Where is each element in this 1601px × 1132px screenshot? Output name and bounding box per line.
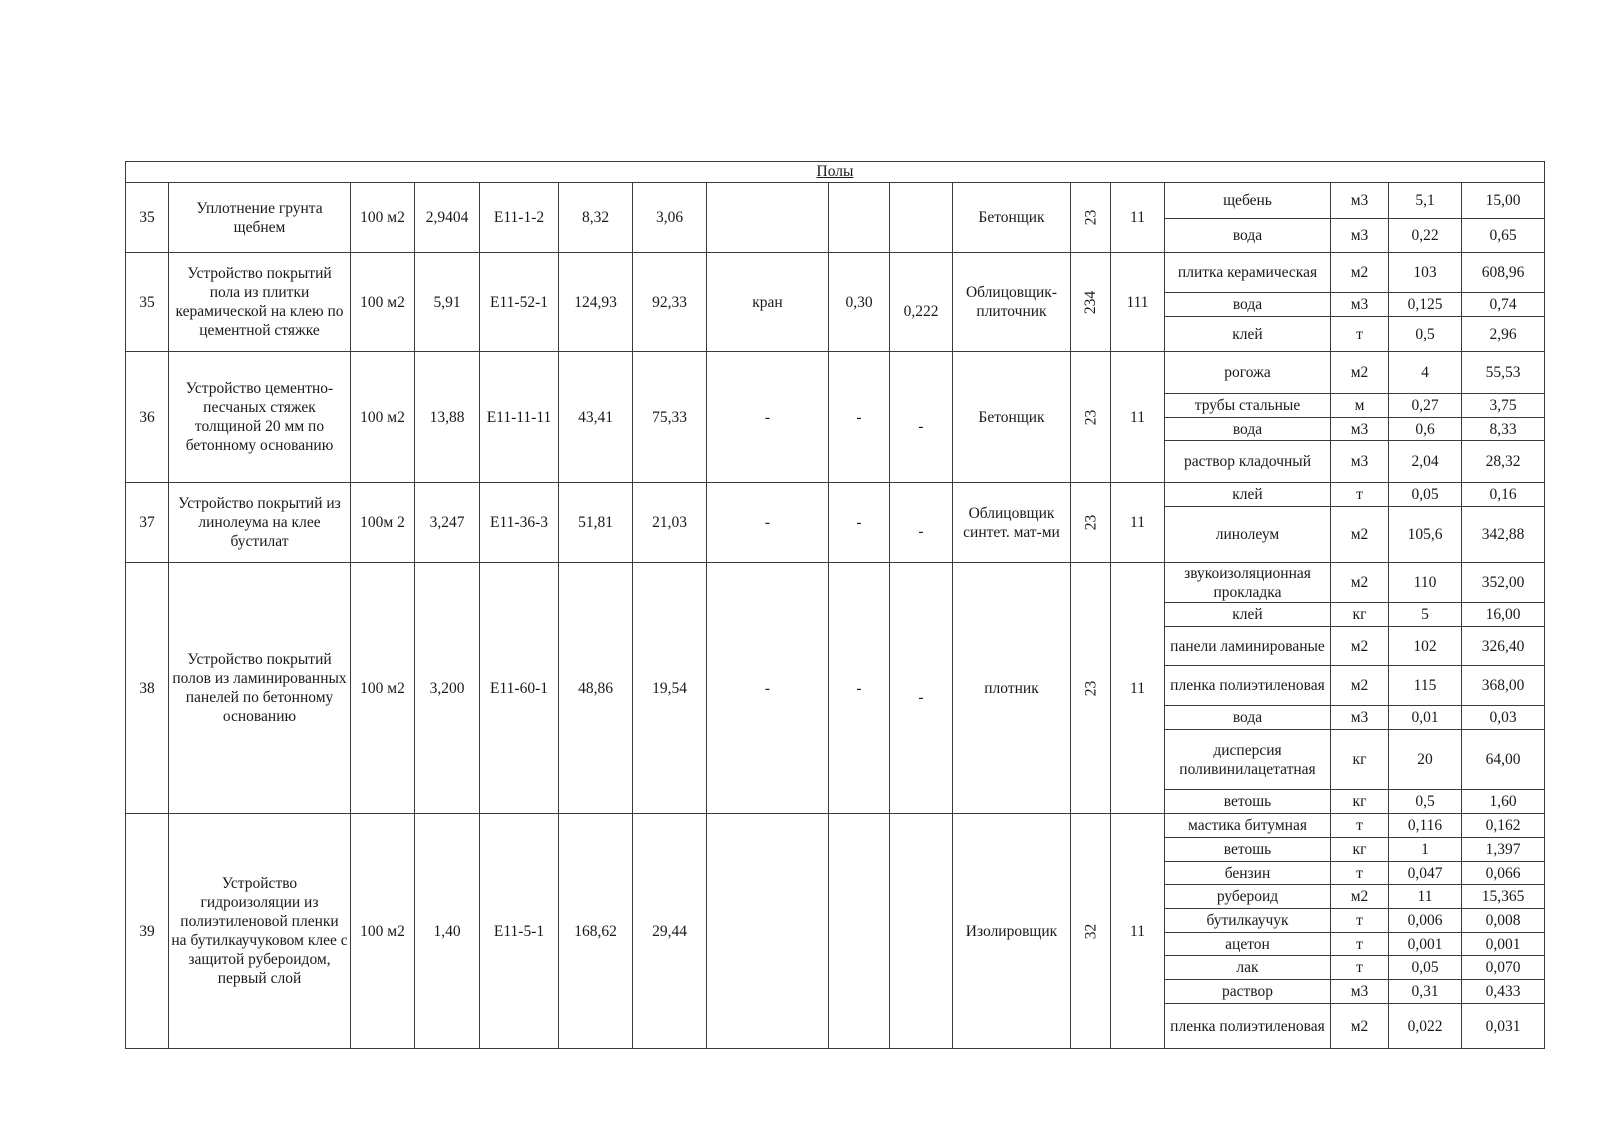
material-total: 0,65 <box>1462 219 1545 253</box>
material-name: рубероид <box>1165 885 1331 909</box>
material-norm: 5,1 <box>1389 183 1462 219</box>
material-name: бензин <box>1165 862 1331 885</box>
material-norm: 0,6 <box>1389 418 1462 441</box>
material-total: 8,33 <box>1462 418 1545 441</box>
worker-count: 11 <box>1111 814 1165 1049</box>
material-name: мастика битумная <box>1165 814 1331 838</box>
material-total: 0,433 <box>1462 980 1545 1004</box>
work-name: Устройство покрытий полов из ламинированных панелей по бетонному основанию <box>169 563 351 814</box>
row-number: 35 <box>126 183 169 253</box>
material-norm: 0,5 <box>1389 790 1462 814</box>
worker-grade-text: 32 <box>1082 923 1099 939</box>
material-norm: 0,001 <box>1389 933 1462 956</box>
material-unit: м3 <box>1331 219 1389 253</box>
material-total: 326,40 <box>1462 627 1545 666</box>
machine-cost: 29,44 <box>633 814 707 1049</box>
machine-total <box>890 183 953 253</box>
worker-grade <box>1071 183 1111 253</box>
material-norm: 0,116 <box>1389 814 1462 838</box>
material-unit: м2 <box>1331 563 1389 603</box>
material-norm: 0,31 <box>1389 980 1462 1004</box>
material-unit: кг <box>1331 603 1389 627</box>
material-norm: 0,22 <box>1389 219 1462 253</box>
table-row <box>126 352 1545 394</box>
machine-hours: 0,30 <box>829 253 890 352</box>
material-norm: 0,5 <box>1389 317 1462 352</box>
norm-code: Е11-60-1 <box>480 563 559 814</box>
material-name: дисперсия поливинилацетатная <box>1165 730 1331 790</box>
material-total: 1,397 <box>1462 838 1545 862</box>
work-quantity: 5,91 <box>415 253 480 352</box>
material-norm: 20 <box>1389 730 1462 790</box>
worker-grade-text: 234 <box>1082 290 1099 314</box>
material-name: бутилкаучук <box>1165 909 1331 933</box>
material-norm: 0,27 <box>1389 394 1462 418</box>
labor-cost: 51,81 <box>559 483 633 563</box>
machine-name: - <box>707 352 829 483</box>
work-quantity: 2,9404 <box>415 183 480 253</box>
material-norm: 2,04 <box>1389 441 1462 483</box>
worker-count: 11 <box>1111 483 1165 563</box>
material-unit: м <box>1331 394 1389 418</box>
worker-count: 11 <box>1111 352 1165 483</box>
machine-total: - <box>890 483 953 563</box>
worker-grade <box>1071 483 1111 563</box>
material-unit: т <box>1331 956 1389 980</box>
material-norm: 0,01 <box>1389 706 1462 730</box>
worker-grade-text: 23 <box>1082 209 1099 226</box>
material-name: ацетон <box>1165 933 1331 956</box>
material-name: плитка керамическая <box>1165 253 1331 293</box>
material-norm: 115 <box>1389 666 1462 706</box>
material-total: 342,88 <box>1462 507 1545 563</box>
work-name: Уплотнение грунта щебнем <box>169 183 351 253</box>
material-norm: 11 <box>1389 885 1462 909</box>
material-name: ветошь <box>1165 838 1331 862</box>
material-unit: м2 <box>1331 507 1389 563</box>
material-name: вода <box>1165 706 1331 730</box>
work-unit: 100 м2 <box>351 352 415 483</box>
machine-total: - <box>890 352 953 483</box>
worker-profession: Облицовщик-плиточник <box>953 253 1071 352</box>
material-unit: м2 <box>1331 352 1389 394</box>
material-name: клей <box>1165 317 1331 352</box>
worker-count: 111 <box>1111 253 1165 352</box>
material-name: звукоизоляционная прокладка <box>1165 563 1331 603</box>
material-norm: 105,6 <box>1389 507 1462 563</box>
material-unit: т <box>1331 317 1389 352</box>
machine-hours: - <box>829 483 890 563</box>
machine-cost: 21,03 <box>633 483 707 563</box>
norm-code: Е11-11-11 <box>480 352 559 483</box>
floors-table <box>125 161 1545 1049</box>
material-total: 0,031 <box>1462 1004 1545 1049</box>
worker-grade-text: 23 <box>1082 680 1099 696</box>
material-unit: кг <box>1331 838 1389 862</box>
machine-cost: 3,06 <box>633 183 707 253</box>
table-row <box>126 183 1545 219</box>
worker-grade-text: 23 <box>1082 514 1099 531</box>
material-total: 0,066 <box>1462 862 1545 885</box>
material-name: вода <box>1165 293 1331 317</box>
row-number: 36 <box>126 352 169 483</box>
material-unit: м3 <box>1331 418 1389 441</box>
worker-profession: Бетонщик <box>953 352 1071 483</box>
material-name: вода <box>1165 219 1331 253</box>
section-title: Полы <box>126 162 1545 183</box>
worker-grade <box>1071 814 1111 1049</box>
material-norm: 102 <box>1389 627 1462 666</box>
material-total: 3,75 <box>1462 394 1545 418</box>
material-unit: м3 <box>1331 183 1389 219</box>
material-total: 0,162 <box>1462 814 1545 838</box>
material-name: трубы стальные <box>1165 394 1331 418</box>
work-unit: 100 м2 <box>351 253 415 352</box>
work-unit: 100 м2 <box>351 563 415 814</box>
material-norm: 1 <box>1389 838 1462 862</box>
work-unit: 100м 2 <box>351 483 415 563</box>
machine-hours <box>829 814 890 1049</box>
material-unit: м2 <box>1331 666 1389 706</box>
material-total: 2,96 <box>1462 317 1545 352</box>
work-name: Устройство покрытий пола из плитки керамической на клею по цементной стяжке <box>169 253 351 352</box>
material-unit: м3 <box>1331 706 1389 730</box>
material-total: 15,00 <box>1462 183 1545 219</box>
machine-cost: 75,33 <box>633 352 707 483</box>
material-total: 0,03 <box>1462 706 1545 730</box>
machine-cost: 92,33 <box>633 253 707 352</box>
material-name: панели ламинированые <box>1165 627 1331 666</box>
worker-count: 11 <box>1111 563 1165 814</box>
material-norm: 0,05 <box>1389 483 1462 507</box>
table-row <box>126 253 1545 293</box>
worker-profession: плотник <box>953 563 1071 814</box>
material-unit: т <box>1331 909 1389 933</box>
material-total: 55,53 <box>1462 352 1545 394</box>
labor-cost: 168,62 <box>559 814 633 1049</box>
material-total: 64,00 <box>1462 730 1545 790</box>
work-quantity: 3,247 <box>415 483 480 563</box>
material-norm: 103 <box>1389 253 1462 293</box>
material-name: рогожа <box>1165 352 1331 394</box>
material-total: 0,008 <box>1462 909 1545 933</box>
table-row <box>126 814 1545 838</box>
machine-cost: 19,54 <box>633 563 707 814</box>
norm-code: Е11-5-1 <box>480 814 559 1049</box>
material-unit: м3 <box>1331 293 1389 317</box>
row-number: 38 <box>126 563 169 814</box>
material-total: 608,96 <box>1462 253 1545 293</box>
material-unit: т <box>1331 933 1389 956</box>
machine-name: - <box>707 483 829 563</box>
worker-grade <box>1071 352 1111 483</box>
work-quantity: 3,200 <box>415 563 480 814</box>
machine-name <box>707 183 829 253</box>
work-quantity: 13,88 <box>415 352 480 483</box>
row-number: 35 <box>126 253 169 352</box>
work-quantity: 1,40 <box>415 814 480 1049</box>
material-unit: т <box>1331 862 1389 885</box>
material-name: вода <box>1165 418 1331 441</box>
material-norm: 5 <box>1389 603 1462 627</box>
material-total: 16,00 <box>1462 603 1545 627</box>
material-name: пленка полиэтиленовая <box>1165 666 1331 706</box>
material-unit: м2 <box>1331 1004 1389 1049</box>
worker-profession: Бетонщик <box>953 183 1071 253</box>
material-total: 0,74 <box>1462 293 1545 317</box>
material-name: щебень <box>1165 183 1331 219</box>
machine-name: - <box>707 563 829 814</box>
material-name: пленка полиэтиленовая <box>1165 1004 1331 1049</box>
material-unit: м3 <box>1331 980 1389 1004</box>
material-unit: т <box>1331 814 1389 838</box>
material-total: 0,070 <box>1462 956 1545 980</box>
material-unit: м3 <box>1331 441 1389 483</box>
machine-hours <box>829 183 890 253</box>
norm-code: Е11-1-2 <box>480 183 559 253</box>
work-unit: 100 м2 <box>351 814 415 1049</box>
machine-hours: - <box>829 352 890 483</box>
labor-cost: 8,32 <box>559 183 633 253</box>
work-unit: 100 м2 <box>351 183 415 253</box>
norm-code: Е11-52-1 <box>480 253 559 352</box>
material-total: 15,365 <box>1462 885 1545 909</box>
machine-total: - <box>890 563 953 814</box>
material-norm: 0,022 <box>1389 1004 1462 1049</box>
material-norm: 0,006 <box>1389 909 1462 933</box>
material-unit: м2 <box>1331 253 1389 293</box>
material-unit: кг <box>1331 790 1389 814</box>
labor-cost: 124,93 <box>559 253 633 352</box>
material-unit: м2 <box>1331 627 1389 666</box>
material-name: раствор кладочный <box>1165 441 1331 483</box>
material-norm: 0,05 <box>1389 956 1462 980</box>
row-number: 39 <box>126 814 169 1049</box>
material-unit: т <box>1331 483 1389 507</box>
machine-name: кран <box>707 253 829 352</box>
machine-hours: - <box>829 563 890 814</box>
work-name: Устройство гидроизоляции из полиэтиленовой пленки на бутилкаучуковом клее с защитой рубероидом, первый слой <box>169 814 351 1049</box>
norm-code: Е11-36-3 <box>480 483 559 563</box>
material-unit: м2 <box>1331 885 1389 909</box>
material-norm: 0,125 <box>1389 293 1462 317</box>
machine-total: 0,222 <box>890 253 953 352</box>
labor-cost: 48,86 <box>559 563 633 814</box>
row-number: 37 <box>126 483 169 563</box>
material-total: 368,00 <box>1462 666 1545 706</box>
table-row <box>126 563 1545 603</box>
material-total: 28,32 <box>1462 441 1545 483</box>
material-name: раствор <box>1165 980 1331 1004</box>
material-total: 0,001 <box>1462 933 1545 956</box>
work-name: Устройство цементно-песчаных стяжек толщиной 20 мм по бетонному основанию <box>169 352 351 483</box>
material-name: клей <box>1165 483 1331 507</box>
material-unit: кг <box>1331 730 1389 790</box>
material-norm: 0,047 <box>1389 862 1462 885</box>
work-name: Устройство покрытий из линолеума на клее бустилат <box>169 483 351 563</box>
material-norm: 4 <box>1389 352 1462 394</box>
machine-total <box>890 814 953 1049</box>
labor-cost: 43,41 <box>559 352 633 483</box>
worker-grade <box>1071 253 1111 352</box>
worker-profession: Облицовщик синтет. мат-ми <box>953 483 1071 563</box>
material-total: 352,00 <box>1462 563 1545 603</box>
material-name: лак <box>1165 956 1331 980</box>
material-name: ветошь <box>1165 790 1331 814</box>
machine-name <box>707 814 829 1049</box>
material-total: 0,16 <box>1462 483 1545 507</box>
material-name: линолеум <box>1165 507 1331 563</box>
worker-grade <box>1071 563 1111 814</box>
material-name: клей <box>1165 603 1331 627</box>
worker-profession: Изолировщик <box>953 814 1071 1049</box>
worker-grade-text: 23 <box>1082 409 1099 425</box>
material-norm: 110 <box>1389 563 1462 603</box>
material-total: 1,60 <box>1462 790 1545 814</box>
table-row <box>126 483 1545 507</box>
worker-count: 11 <box>1111 183 1165 253</box>
